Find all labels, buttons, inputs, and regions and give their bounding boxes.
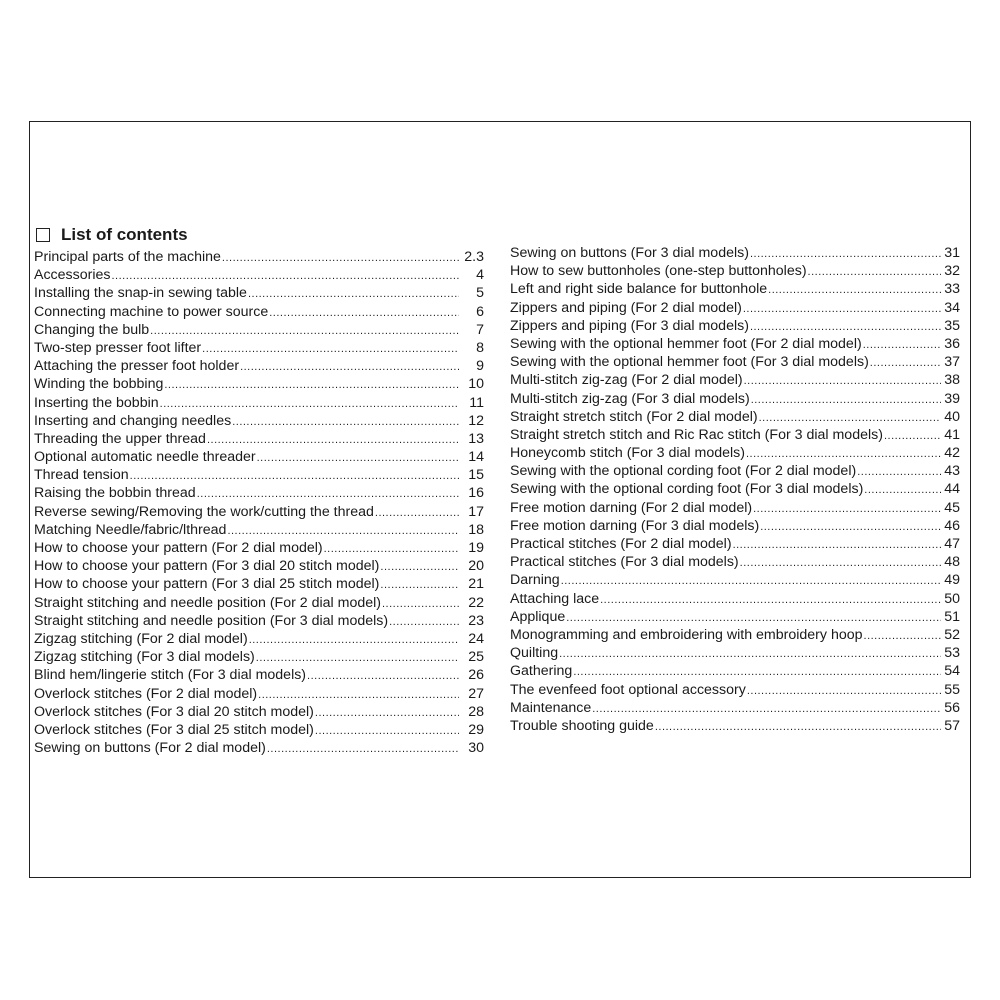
toc-entry-page: 4 xyxy=(476,267,484,284)
toc-entry-page: 11 xyxy=(469,394,484,411)
toc-entry-title: Blind hem/lingerie stitch (For 3 dial models) xyxy=(34,667,307,684)
toc-entry xyxy=(510,499,960,517)
toc-entry-leader xyxy=(753,500,941,517)
toc-entry-page: 23 xyxy=(468,612,484,629)
toc-title: List of contents xyxy=(61,225,188,244)
toc-entry-title: Accessories xyxy=(34,267,111,284)
toc-entry-title: Sewing with the optional cording foot (For 3 dial models) xyxy=(510,481,864,498)
toc-entry-page: 35 xyxy=(944,317,960,334)
toc-entry-page: 8 xyxy=(476,339,484,356)
toc-entry xyxy=(34,521,484,539)
toc-entry-leader xyxy=(232,413,459,430)
toc-entry-leader xyxy=(768,281,941,298)
toc-entry xyxy=(510,299,960,317)
toc-entry xyxy=(34,648,484,666)
toc-entry-leader xyxy=(870,354,941,371)
toc-entry-page: 30 xyxy=(468,740,484,757)
toc-entry xyxy=(510,317,960,335)
toc-entry-page: 36 xyxy=(944,335,960,352)
toc-entry-title: Monogramming and embroidering with embroidery hoop xyxy=(510,626,863,643)
toc-entry-title: Zigzag stitching (For 2 dial model) xyxy=(34,630,248,647)
toc-entry-title: Installing the snap-in sewing table xyxy=(34,285,247,302)
toc-entry xyxy=(510,590,960,608)
toc-entry-title: Attaching the presser foot holder xyxy=(34,358,240,375)
toc-entry xyxy=(34,721,484,739)
toc-entry-leader xyxy=(267,740,459,757)
toc-entry-title: Zippers and piping (For 3 dial models) xyxy=(510,317,749,334)
toc-entry-page: 16 xyxy=(468,485,484,502)
toc-entry-leader xyxy=(750,245,941,262)
toc-entry-title: Sewing on buttons (For 2 dial model) xyxy=(34,740,266,757)
toc-entry xyxy=(510,335,960,353)
toc-entry-leader xyxy=(760,518,941,535)
toc-entry xyxy=(34,575,484,593)
toc-entry-leader xyxy=(307,667,459,684)
toc-entry-title: Straight stitching and needle position (For 2 dial model) xyxy=(34,594,381,611)
toc-entry xyxy=(34,685,484,703)
toc-right-column xyxy=(510,244,960,735)
toc-entry-page: 9 xyxy=(476,358,484,375)
toc-entry-page: 19 xyxy=(468,540,484,556)
toc-entry-title: Reverse sewing/Removing the work/cutting the thread xyxy=(34,503,374,520)
toc-entry-title: Honeycomb stitch (For 3 dial models) xyxy=(510,445,745,462)
toc-entry-leader xyxy=(747,682,941,699)
toc-entry-leader xyxy=(573,663,941,680)
toc-entry xyxy=(34,666,484,684)
toc-entry-title: Two-step presser foot lifter xyxy=(34,339,202,356)
toc-entry-title: Principal parts of the machine xyxy=(34,249,221,265)
toc-entry-title: Threading the upper thread xyxy=(34,430,206,447)
toc-entry-page: 32 xyxy=(944,263,960,280)
toc-entry-leader xyxy=(382,595,459,612)
toc-entry xyxy=(510,408,960,426)
toc-entry-page: 15 xyxy=(468,467,484,484)
toc-entry xyxy=(34,630,484,648)
toc-entry-title: Free motion darning (For 3 dial models) xyxy=(510,517,760,534)
toc-entry xyxy=(34,321,484,339)
toc-entry-page: 51 xyxy=(944,608,960,625)
toc-entry-leader xyxy=(751,391,941,408)
toc-entry-page: 43 xyxy=(944,463,960,480)
toc-entry xyxy=(34,284,484,302)
toc-entry-page: 48 xyxy=(944,554,960,571)
toc-entry-leader xyxy=(248,285,459,302)
toc-entry-leader xyxy=(857,463,941,480)
toc-entry-title: Inserting and changing needles xyxy=(34,412,232,429)
toc-entry-title: Raising the bobbin thread xyxy=(34,485,196,502)
toc-entry-page: 41 xyxy=(944,426,960,443)
toc-entry-title: Sewing on buttons (For 3 dial models) xyxy=(510,245,749,261)
toc-entry-leader xyxy=(240,358,459,375)
toc-entry-leader xyxy=(559,645,941,662)
toc-entry-leader xyxy=(150,322,459,339)
toc-entry-page: 20 xyxy=(468,558,484,575)
toc-entry-leader xyxy=(884,427,941,444)
toc-entry-leader xyxy=(256,649,459,666)
toc-entry xyxy=(510,535,960,553)
toc-entry-page: 10 xyxy=(468,376,484,393)
toc-entry-page: 37 xyxy=(944,354,960,371)
toc-entry-title: Practical stitches (For 3 dial models) xyxy=(510,554,739,571)
toc-entry-page: 31 xyxy=(944,245,960,261)
toc-entry-title: Straight stretch stitch (For 2 dial model) xyxy=(510,408,758,425)
toc-entry-title: Attaching lace xyxy=(510,590,600,607)
toc-entry-leader xyxy=(130,467,459,484)
toc-entry-page: 40 xyxy=(944,408,960,425)
toc-entry xyxy=(34,466,484,484)
toc-entry-page: 25 xyxy=(468,649,484,666)
toc-entry-page: 45 xyxy=(944,499,960,516)
toc-entry xyxy=(510,480,960,498)
toc-entry-leader xyxy=(249,631,459,648)
toc-entry-page: 18 xyxy=(468,521,484,538)
toc-entry-page: 34 xyxy=(944,299,960,316)
toc-entry-title: How to choose your pattern (For 2 dial model) xyxy=(34,540,323,556)
toc-entry-page: 54 xyxy=(944,663,960,680)
toc-entry xyxy=(510,626,960,644)
toc-entry xyxy=(34,594,484,612)
toc-entry-page: 38 xyxy=(944,372,960,389)
toc-entry-leader xyxy=(744,372,941,389)
toc-entry xyxy=(510,353,960,371)
toc-entry xyxy=(34,739,484,757)
toc-entry-leader xyxy=(864,627,941,644)
toc-entry-title: Matching Needle/fabric/lthread xyxy=(34,521,227,538)
toc-entry xyxy=(34,357,484,375)
toc-entry-leader xyxy=(315,704,459,721)
toc-entry-page: 24 xyxy=(468,630,484,647)
toc-entry-title: Overlock stitches (For 3 dial 20 stitch model) xyxy=(34,703,314,720)
toc-entry-title: Optional automatic needle threader xyxy=(34,449,256,466)
toc-entry xyxy=(34,248,484,266)
toc-entry-page: 56 xyxy=(944,699,960,716)
toc-entry-title: How to choose your pattern (For 3 dial 20 stitch model) xyxy=(34,558,380,575)
toc-entry-leader xyxy=(746,445,941,462)
toc-entry-leader xyxy=(733,536,941,553)
toc-entry-page: 12 xyxy=(468,412,484,429)
toc-entry-page: 28 xyxy=(468,703,484,720)
toc-entry-title: Quilting xyxy=(510,645,559,662)
toc-entry xyxy=(510,608,960,626)
toc-entry-title: How to choose your pattern (For 3 dial 25 stitch model) xyxy=(34,576,380,593)
toc-entry-page: 39 xyxy=(944,390,960,407)
toc-entry-leader xyxy=(380,558,459,575)
toc-entry xyxy=(510,681,960,699)
toc-left-column xyxy=(34,248,484,757)
toc-entry-title: Winding the bobbing xyxy=(34,376,164,393)
toc-entry-title: Connecting machine to power source xyxy=(34,303,269,320)
toc-entry xyxy=(510,553,960,571)
toc-entry xyxy=(34,339,484,357)
toc-entry-title: Inserting the bobbin xyxy=(34,394,159,411)
toc-entry-page: 13 xyxy=(468,430,484,447)
toc-entry-title: Darning xyxy=(510,572,560,589)
toc-entry-title: Trouble shooting guide xyxy=(510,717,654,734)
toc-entry-leader xyxy=(389,613,459,630)
toc-entry xyxy=(510,371,960,389)
toc-entry xyxy=(34,539,484,557)
toc-entry-leader xyxy=(315,722,459,739)
toc-entry xyxy=(34,503,484,521)
toc-entry-page: 27 xyxy=(468,685,484,702)
toc-entry-leader xyxy=(743,300,941,317)
toc-entry xyxy=(34,703,484,721)
toc-entry-title: Sewing with the optional hemmer foot (For 3 dial models) xyxy=(510,354,869,371)
toc-entry-page: 49 xyxy=(944,572,960,589)
toc-entry-title: How to sew buttonholes (one-step buttonholes) xyxy=(510,263,807,280)
toc-entry-leader xyxy=(269,304,459,321)
toc-entry-page: 46 xyxy=(944,517,960,534)
toc-entry-leader xyxy=(197,485,459,502)
toc-entry-title: Left and right side balance for buttonhole xyxy=(510,281,768,298)
toc-entry-title: Sewing with the optional cording foot (For 2 dial model) xyxy=(510,463,857,480)
toc-entry xyxy=(510,717,960,735)
toc-entry-title: Maintenance xyxy=(510,699,592,716)
toc-entry-title: Gathering xyxy=(510,663,573,680)
toc-entry-page: 44 xyxy=(944,481,960,498)
toc-entry xyxy=(510,644,960,662)
toc-entry-title: Straight stitching and needle position (For 3 dial models) xyxy=(34,612,389,629)
toc-entry-title: Changing the bulb xyxy=(34,321,150,338)
toc-entry xyxy=(510,699,960,717)
toc-entry-title: Practical stitches (For 2 dial model) xyxy=(510,536,732,552)
toc-entry-leader xyxy=(202,340,459,357)
toc-entry xyxy=(510,462,960,480)
toc-entry xyxy=(34,412,484,430)
toc-entry-leader xyxy=(222,249,459,266)
toc-entry-page: 55 xyxy=(944,681,960,698)
toc-entry xyxy=(510,390,960,408)
toc-entry-page: 21 xyxy=(468,576,484,593)
toc-entry-leader xyxy=(258,686,459,703)
toc-entry-leader xyxy=(740,554,941,571)
toc-entry xyxy=(34,448,484,466)
toc-entry-leader xyxy=(207,431,459,448)
toc-entry-page: 33 xyxy=(944,281,960,298)
toc-entry-leader xyxy=(808,263,941,280)
toc-entry-title: Overlock stitches (For 2 dial model) xyxy=(34,685,258,702)
toc-heading xyxy=(36,224,188,246)
toc-entry-page: 7 xyxy=(476,321,484,338)
toc-entry-title: Multi-stitch zig-zag (For 2 dial model) xyxy=(510,372,743,389)
toc-entry xyxy=(34,612,484,630)
toc-entry xyxy=(510,444,960,462)
toc-entry xyxy=(34,266,484,284)
toc-entry-leader xyxy=(600,591,941,608)
toc-entry-title: Zippers and piping (For 2 dial model) xyxy=(510,299,742,316)
toc-entry-title: Applique xyxy=(510,608,566,625)
toc-entry-page: 57 xyxy=(944,717,960,734)
toc-entry xyxy=(510,517,960,535)
toc-entry-title: Overlock stitches (For 3 dial 25 stitch model) xyxy=(34,721,314,738)
toc-entry-leader xyxy=(655,718,941,735)
toc-entry xyxy=(34,375,484,393)
checkbox-icon xyxy=(36,228,50,242)
toc-entry-title: Free motion darning (For 2 dial model) xyxy=(510,499,753,516)
toc-entry-leader xyxy=(375,504,459,521)
toc-entry-leader xyxy=(864,481,941,498)
toc-entry-leader xyxy=(257,449,459,466)
toc-entry xyxy=(34,430,484,448)
toc-entry-page: 22 xyxy=(468,594,484,611)
toc-entry-page: 17 xyxy=(468,503,484,520)
toc-entry xyxy=(34,394,484,412)
toc-entry xyxy=(510,426,960,444)
toc-entry-title: The evenfeed foot optional accessory xyxy=(510,681,746,698)
toc-entry xyxy=(34,557,484,575)
toc-entry-leader xyxy=(566,609,941,626)
toc-entry xyxy=(510,662,960,680)
toc-entry-page: 50 xyxy=(944,590,960,607)
toc-entry-page: 14 xyxy=(468,449,484,466)
toc-entry-leader xyxy=(380,576,459,593)
toc-entry-leader xyxy=(750,318,941,335)
toc-entry xyxy=(510,262,960,280)
toc-entry-leader xyxy=(759,409,941,426)
toc-entry-leader xyxy=(164,376,459,393)
toc-entry-page: 29 xyxy=(468,721,484,738)
toc-entry-page: 53 xyxy=(944,645,960,662)
toc-entry-leader xyxy=(592,700,941,717)
toc-entry-title: Multi-stitch zig-zag (For 3 dial models) xyxy=(510,390,750,407)
toc-entry-title: Zigzag stitching (For 3 dial models) xyxy=(34,649,255,666)
toc-entry xyxy=(34,303,484,321)
toc-entry xyxy=(510,571,960,589)
toc-entry-page: 6 xyxy=(476,303,484,320)
toc-entry xyxy=(510,244,960,262)
toc-entry-page: 52 xyxy=(944,626,960,643)
toc-entry-title: Thread tension xyxy=(34,467,129,484)
toc-entry-leader xyxy=(160,395,459,412)
toc-entry-page: 2.3 xyxy=(464,249,484,265)
toc-entry-leader xyxy=(111,267,459,284)
toc-entry-leader xyxy=(863,336,941,353)
toc-entry-page: 47 xyxy=(944,536,960,552)
toc-entry xyxy=(34,484,484,502)
toc-entry-leader xyxy=(324,540,459,557)
toc-entry-page: 42 xyxy=(944,445,960,462)
toc-entry-page: 5 xyxy=(476,285,484,302)
toc-entry-leader xyxy=(561,572,941,589)
toc-entry-title: Straight stretch stitch and Ric Rac stitch (For 3 dial models) xyxy=(510,426,883,443)
toc-entry xyxy=(510,280,960,298)
toc-entry-page: 26 xyxy=(468,667,484,684)
toc-entry-leader xyxy=(227,522,459,539)
toc-entry-title: Sewing with the optional hemmer foot (For 2 dial model) xyxy=(510,335,862,352)
